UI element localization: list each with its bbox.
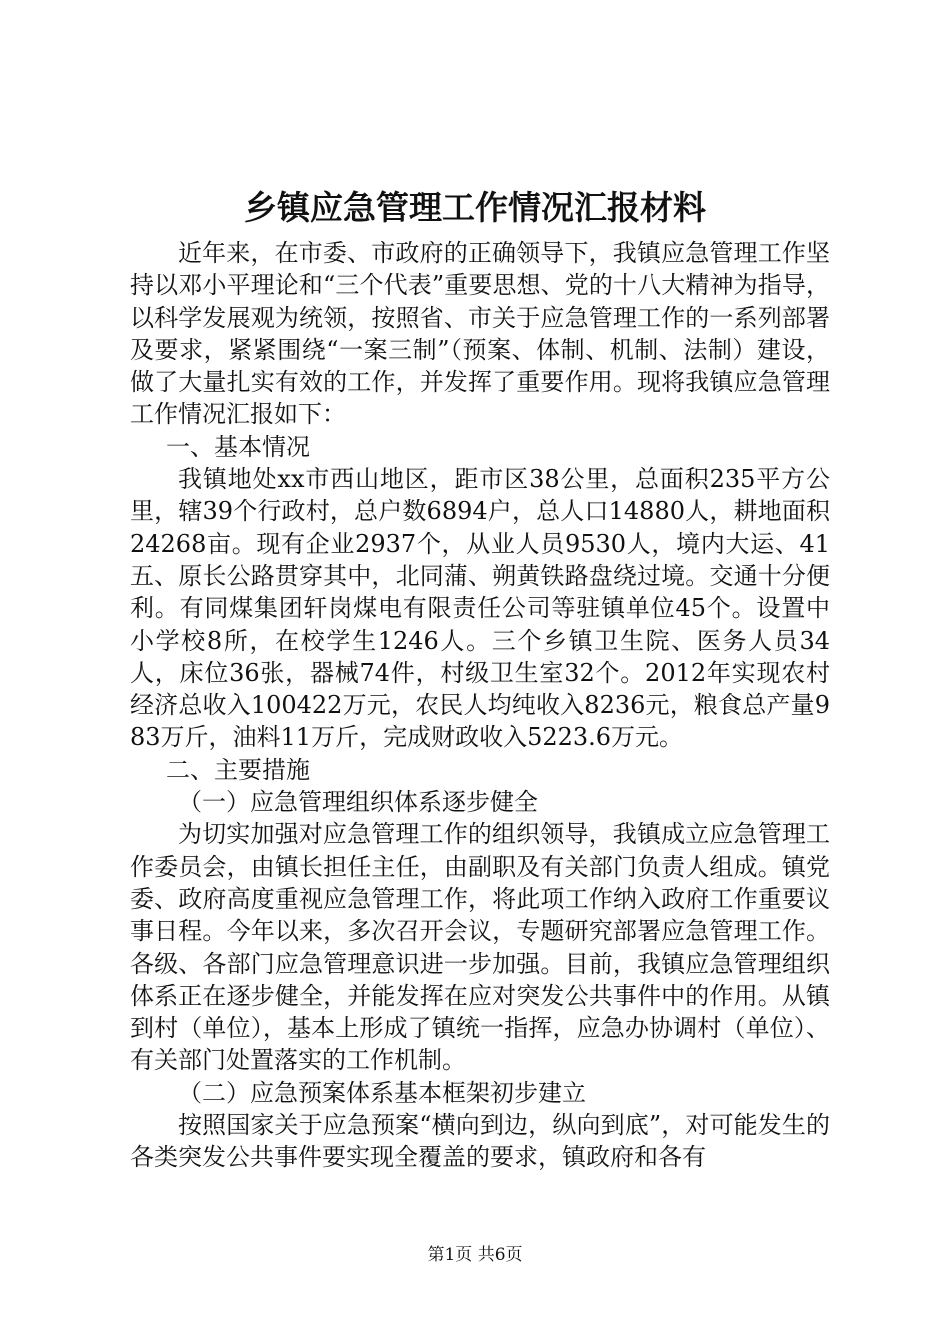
section-heading-basic-situation: 一、基本情况 <box>166 432 310 461</box>
organization-paragraph: 为切实加强对应急管理工作的组织领导，我镇成立应急管理工作委员会，由镇长担任主任，由副职及有关部门负责人组成。镇党委、政府高度重视应急管理工作，将此项工作纳入政府工作重要议事日程。今年以来，多次召开会议，专题研究部署应急管理工作。各级、各部门应急管理意识进一步加强。目前，我镇应急管理组织体系正在逐步健全，并能发挥在应对突发公共事件中的作用。从镇到村（单位），基本上形成了镇统一指挥，应急办协调村（单位）、有关部门处置落实的工作机制。 <box>130 820 830 1075</box>
document-title: 乡镇应急管理工作情况汇报材料 <box>244 188 706 227</box>
contingency-plans-paragraph: 按照国家关于应急预案“横向到边，纵向到底”，对可能发生的各类突发公共事件要实现全覆盖的要求，镇政府和各有 <box>130 1111 830 1172</box>
page-number-footer: 第1页 共6页 <box>427 1245 523 1265</box>
section-heading-main-measures: 二、主要措施 <box>166 755 310 784</box>
basic-situation-paragraph: 我镇地处xx市西山地区，距市区38公里，总面积235平方公里，辖39个行政村，总户数6894户，总人口14880人，耕地面积24268亩。现有企业2937个，从业人员9530人，境内大运、41五、原长公路贯穿其中，北同蒲、朔黄铁路盘绕过境。交通十分便利。有同煤集团轩岗煤电有限责任公司等驻镇单位45个。设置中小学校8所，在校学生1246人。三个乡镇卫生院、医务人员34人，床位36张，器械74件，村级卫生室32个。2012年实现农村经济总收入100422万元，农民人均纯收入8236元，粮食总产量983万斤，油料11万斤，完成财政收入5223.6万元。 <box>130 465 830 752</box>
document-body <box>130 237 830 1174</box>
intro-paragraph: 近年来，在市委、市政府的正确领导下，我镇应急管理工作坚持以邓小平理论和“三个代表”重要思想、党的十八大精神为指导，以科学发展观为统领，按照省、市关于应急管理工作的一系列部署及要求，紧紧围绕“一案三制”（预案、体制、机制、法制）建设，做了大量扎实有效的工作，并发挥了重要作用。现将我镇应急管理工作情况汇报如下： <box>130 239 830 429</box>
subsection-heading-organization: （一）应急管理组织体系逐步健全 <box>178 788 538 817</box>
subsection-heading-contingency-plans: （二）应急预案体系基本框架初步建立 <box>178 1078 586 1107</box>
